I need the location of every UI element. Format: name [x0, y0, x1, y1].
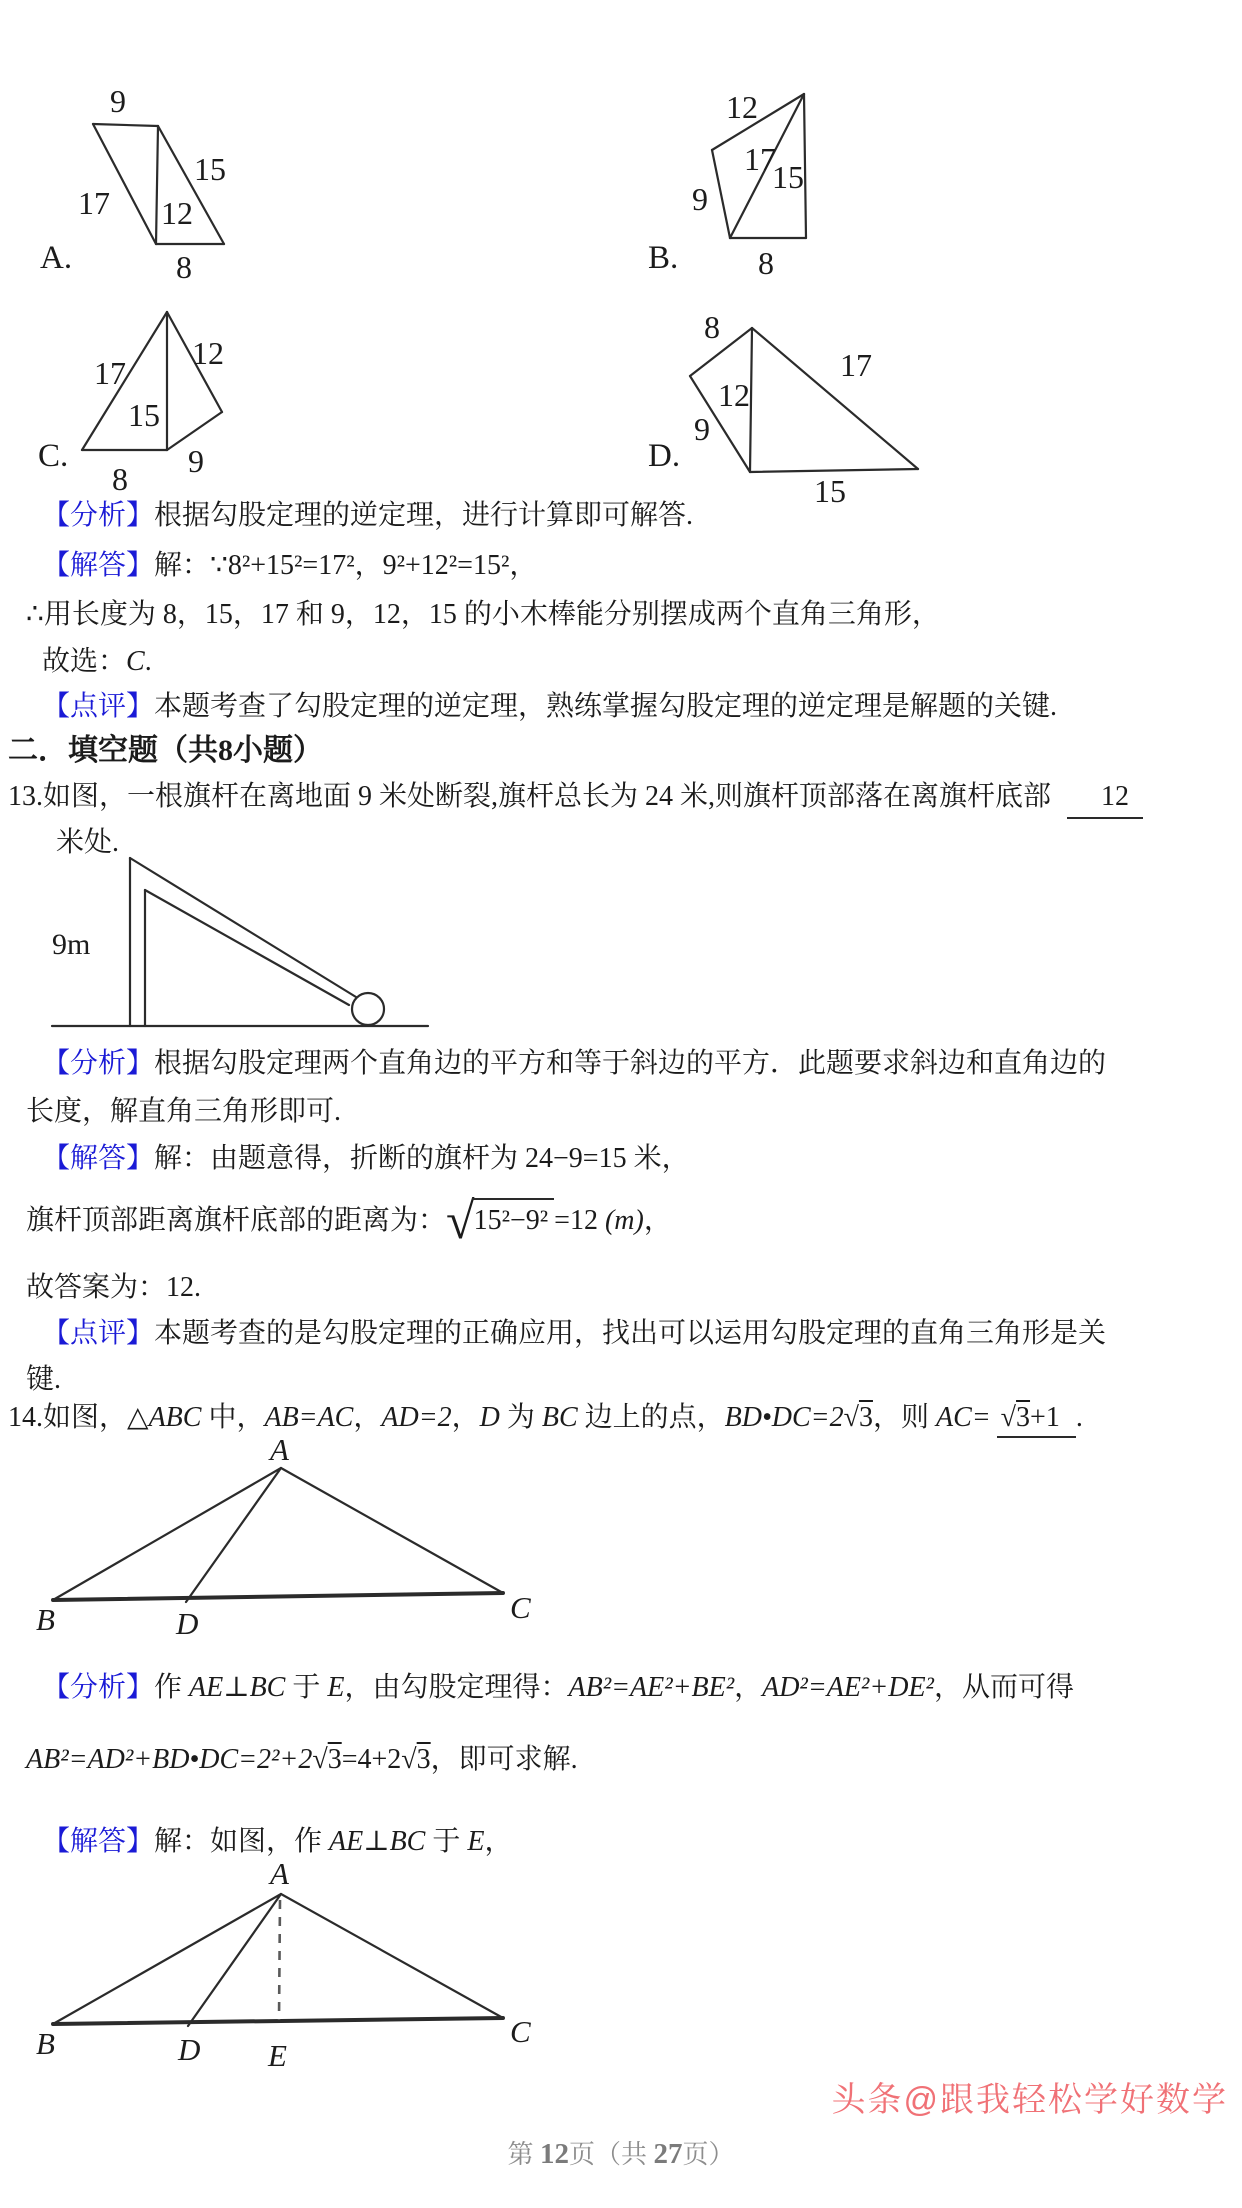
choice-period: .	[144, 646, 152, 677]
q14-text: 为	[499, 1402, 542, 1433]
analysis-text: 根据勾股定理的逆定理，进行计算即可解答.	[154, 500, 694, 531]
distance-formula-line	[26, 1193, 672, 1250]
q14-math: BD•DC=2	[724, 1402, 844, 1433]
pole-height-label: 9m	[52, 928, 91, 961]
side-label-top: 8	[704, 309, 720, 345]
analysis-math: AB²=AE²+BE²	[568, 1672, 735, 1703]
footer-text: 页）	[682, 2140, 735, 2169]
option-a-figure	[58, 72, 238, 284]
side-label-top: 12	[726, 89, 758, 125]
section-header-text: 二．填空题（共8小题）	[8, 734, 323, 767]
solution-tag: 【解答】	[42, 1826, 155, 1857]
distance-prefix: 旗杆顶部距离旗杆底部的距离为：	[26, 1205, 447, 1236]
radical-sign: √	[446, 1193, 472, 1250]
q14-text: 边上的点，	[577, 1402, 725, 1433]
analysis-math: AE⊥BC	[189, 1672, 286, 1703]
flagpole-figure	[50, 852, 435, 1038]
analysis-tag: 【分析】	[42, 1672, 155, 1703]
root-sign: √	[843, 1402, 859, 1433]
triangle-figure-1	[28, 1432, 538, 1641]
radicand: 3	[858, 1402, 873, 1433]
vertex-label-e: E	[268, 2038, 287, 2073]
q14-math: AB=AC	[264, 1402, 354, 1433]
conclusion-text: ∴用长度为 8，15，17 和 9，12，15 的小木棒能分别摆成两个直角三角形，	[26, 599, 940, 630]
analysis-tag: 【分析】	[42, 1048, 155, 1079]
side-label-mid: 15	[128, 397, 160, 433]
side-label-mid: 12	[718, 377, 750, 413]
blank-answer-14	[997, 1402, 1076, 1438]
vertex-label-c: C	[510, 1590, 531, 1625]
vertex-label-d: D	[178, 2032, 201, 2067]
radicand: 3	[1016, 1402, 1031, 1433]
side-label-diag: 17	[744, 141, 776, 177]
solution-tag: 【解答】	[42, 550, 155, 581]
distance-comma: ，	[643, 1205, 672, 1236]
side-label-bottom: 15	[814, 473, 846, 509]
q14-math: AD=2	[381, 1402, 452, 1433]
q14-text: 14.如图，	[8, 1402, 128, 1433]
formula-text: ，即可求解.	[430, 1744, 578, 1775]
formula-math: =4+2	[341, 1744, 402, 1775]
q14-period: .	[1075, 1402, 1083, 1433]
analysis-math: E	[327, 1672, 345, 1703]
comment-text: 本题考查的是勾股定理的正确应用，找出可以运用勾股定理的直角三角形是关	[154, 1318, 1107, 1349]
analysis-text: 作	[154, 1672, 190, 1703]
side-label-left: 9	[694, 411, 710, 447]
vertex-label-b: B	[36, 1602, 55, 1637]
solution-math: AE⊥BC	[329, 1826, 426, 1857]
solution-text: 解：如图，作	[154, 1826, 330, 1857]
analysis-formula-q14	[26, 1742, 578, 1778]
question-13-text2: 米处.	[56, 827, 120, 858]
q14-math: ABC	[148, 1402, 202, 1433]
question-14-line	[8, 1400, 1083, 1436]
distance-result: =12	[554, 1205, 598, 1236]
triangle-figure-2	[28, 1856, 538, 2073]
comment-text: 本题考查了勾股定理的逆定理，熟练掌握勾股定理的逆定理是解题的关键.	[154, 691, 1058, 722]
distance-unit: (m)	[604, 1205, 644, 1236]
analysis-line-q12	[42, 498, 693, 534]
option-b-figure	[682, 76, 842, 286]
q14-math: D	[479, 1402, 500, 1433]
question-13-line1	[8, 779, 1143, 819]
triangle-1-edges	[53, 1468, 503, 1602]
page-number: 12	[539, 2138, 569, 2170]
side-label-right: 15	[194, 151, 226, 187]
solution-line-q12	[42, 548, 537, 584]
root-sign: √	[1000, 1402, 1017, 1433]
vertex-label-a: A	[270, 1856, 289, 1891]
side-label-top: 9	[110, 83, 126, 119]
comment-text2: 键.	[26, 1364, 62, 1395]
q14-text: ，	[353, 1402, 382, 1433]
vertex-label-d: D	[176, 1606, 199, 1641]
section-header	[8, 731, 323, 770]
analysis-tag: 【分析】	[42, 500, 155, 531]
answer-line-q13	[26, 1270, 201, 1306]
q14-text: ，则	[872, 1402, 936, 1433]
solution-text: 于	[425, 1826, 468, 1857]
formula-math: AB²=AD²+BD•DC=2²+2	[26, 1744, 313, 1775]
comment-line-q12	[42, 689, 1057, 725]
analysis-text: 于	[285, 1672, 328, 1703]
answer-text: 故答案为：12.	[26, 1272, 202, 1303]
solution-text: 解：由题意得，折断的旗杆为 24−9=15 米，	[154, 1143, 690, 1174]
root-sign: √	[312, 1744, 328, 1775]
solution-text: ，	[484, 1826, 513, 1857]
vertex-label-b: B	[36, 2026, 55, 2061]
side-label-bottom-right: 9	[188, 443, 204, 479]
analysis-line1-q13	[42, 1046, 1106, 1082]
root-sign: √	[401, 1744, 417, 1775]
solution-line-q13	[42, 1141, 690, 1177]
flagpole-shapes	[52, 858, 428, 1026]
solution-line-q14	[42, 1824, 513, 1860]
option-c-label: C.	[38, 438, 69, 474]
footer-text: 页（共	[568, 2140, 654, 2169]
total-pages: 27	[653, 2138, 683, 2170]
option-b-label: B.	[648, 240, 679, 276]
watermark-text: 头条@跟我轻松学好数学	[831, 2081, 1228, 2119]
triangle-symbol: △	[127, 1402, 149, 1433]
analysis-line1-q14	[42, 1670, 1074, 1706]
option-d-label: D.	[648, 438, 681, 474]
analysis-text: ，由勾股定理得：	[344, 1672, 569, 1703]
side-label-bottom-left: 8	[112, 461, 128, 497]
solution-formula: 解：∵8²+15²=17²，9²+12²=15²，	[154, 550, 538, 581]
ball	[352, 993, 384, 1025]
radicand: 15²−9²	[472, 1198, 555, 1239]
side-label-mid: 12	[161, 195, 193, 231]
side-label-bottom: 8	[758, 245, 774, 281]
page-footer	[0, 2134, 1242, 2171]
solution-math: E	[467, 1826, 485, 1857]
watermark	[831, 2072, 1228, 2121]
radicand: 3	[416, 1744, 431, 1775]
triangle-2-edges	[53, 1894, 503, 2026]
side-label-left: 17	[94, 355, 126, 391]
side-label-left: 17	[78, 185, 110, 221]
comment-line2-q13	[26, 1362, 61, 1398]
choice-prefix: 故选：	[42, 646, 127, 677]
solution-tag: 【解答】	[42, 1143, 155, 1174]
comment-tag: 【点评】	[42, 1318, 155, 1349]
analysis-text: ，从而可得	[933, 1672, 1074, 1703]
comment-tag: 【点评】	[42, 691, 155, 722]
analysis-math: AD²=AE²+DE²	[762, 1672, 934, 1703]
footer-text: 第	[507, 2140, 540, 2169]
option-d-figure	[678, 309, 933, 509]
q14-text: 中，	[201, 1402, 265, 1433]
analysis-line2-q13	[26, 1094, 341, 1130]
radicand: 3	[327, 1744, 342, 1775]
side-label-diag: 17	[840, 347, 872, 383]
analysis-text: ，	[734, 1672, 763, 1703]
side-label-left: 9	[692, 181, 708, 217]
side-label-right: 15	[772, 159, 804, 195]
analysis-text2: 长度，解直角三角形即可.	[26, 1096, 342, 1127]
choice-line-q12	[42, 644, 152, 680]
analysis-text: 根据勾股定理两个直角边的平方和等于斜边的平方．此题要求斜边和直角边的	[154, 1048, 1107, 1079]
q14-text: ，	[451, 1402, 480, 1433]
choice-value: C	[126, 646, 145, 677]
side-label-right: 12	[192, 335, 224, 371]
option-c-figure	[60, 298, 255, 498]
comment-line1-q13	[42, 1316, 1106, 1352]
vertex-label-c: C	[510, 2014, 531, 2049]
conclusion-line-q12	[26, 597, 940, 633]
side-label-bottom: 8	[176, 249, 192, 285]
q14-math: AC=	[935, 1402, 991, 1433]
blank-answer-13: 12	[1067, 779, 1143, 819]
option-a-label: A.	[40, 240, 73, 276]
answer-rest: +1	[1030, 1402, 1060, 1433]
vertex-label-a: A	[270, 1432, 289, 1467]
question-13-text: 13.如图，一根旗杆在离地面 9 米处断裂,旗杆总长为 24 米,则旗杆顶部落在离旗杆底部	[8, 781, 1052, 812]
q14-math: BC	[541, 1402, 578, 1433]
